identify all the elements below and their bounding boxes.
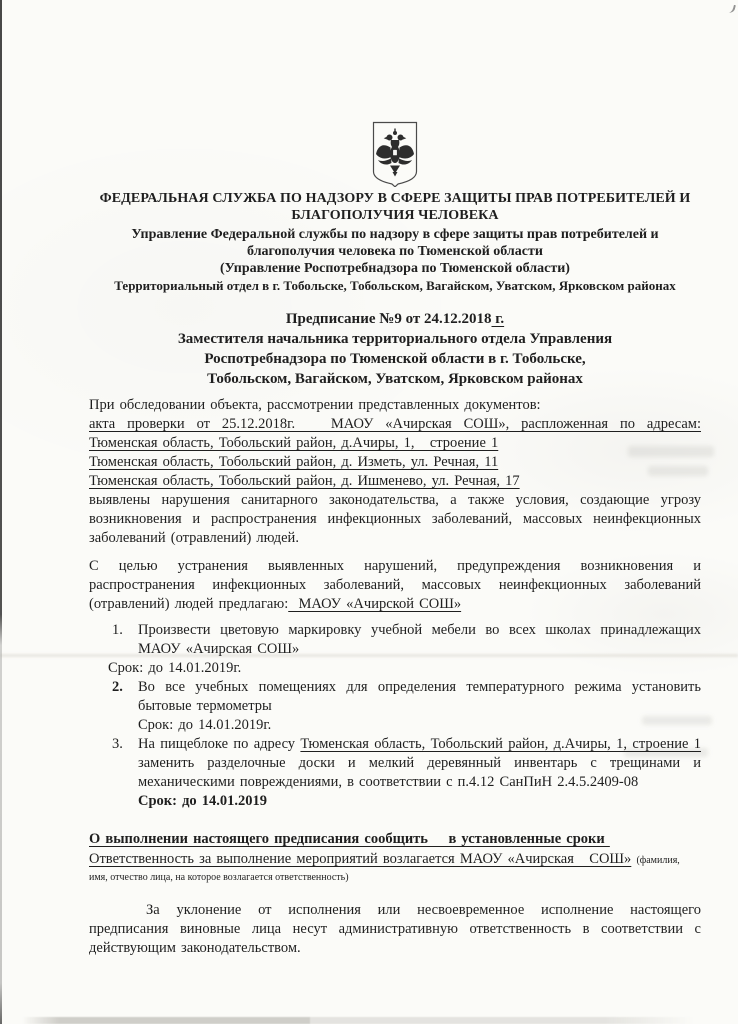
header-department-line1: Управление Федеральной службы по надзору в сфере защиты прав потребителей и: [131, 227, 659, 242]
header-department: [118, 226, 673, 260]
order-number-2: 2.: [112, 679, 123, 695]
header-agency-name: [89, 190, 701, 224]
responsibility-text: Ответственность за выполнение мероприятий возлагается МАОУ «Ачирская СОШ»: [89, 851, 632, 867]
header-department-line2: благополучия человека по Тюменской области: [247, 244, 543, 259]
scan-corner-mark: [725, 3, 736, 14]
violations-paragraph: выявлены нарушения санитарного законодательства, а также условия, создающие угрозу возникновения и распространения инфекционных заболеваний, массовых неинфекционных заболеваний (отравлений) людей.: [89, 492, 701, 546]
issuer-line-2: Роспотребнадзора по Тюменской области в г. Тобольске,: [204, 351, 586, 367]
header-agency-name-line1: ФЕДЕРАЛЬНАЯ СЛУЖБА ПО НАДЗОРУ В СФЕРЕ ЗАЩИТЫ ПРАВ ПОТРЕБИТЕЛЕЙ И: [99, 191, 691, 206]
order-text-3-address: Тюменская область, Тобольский район, д.Ачиры, 1, строение 1: [300, 736, 701, 752]
orders-list: [89, 621, 701, 811]
purpose-paragraph: [89, 557, 701, 614]
order-item-2: [89, 678, 701, 735]
scan-edge-left: [0, 0, 2, 1024]
order-item-3: [89, 735, 701, 811]
address-line-2: Тюменская область, Тобольский район, д. Изметь, ул. Речная, 11: [89, 454, 499, 470]
order-text-2: Во все учебных помещениях для определения температурного режима установить бытовые термометры: [138, 679, 701, 714]
report-instruction: О выполнении настоящего предписания сообщить в установленные сроки: [89, 831, 610, 847]
document-title: [89, 309, 701, 329]
russia-coat-of-arms-icon: [370, 121, 420, 187]
coat-of-arms: [89, 0, 701, 185]
order-text-3-suffix: заменить разделочные доски и мелкий деревянный инвентарь с трещинами и механическими повреждениями, в соответствии с п.4.12 СанПиН 2.4.5.2409-08: [138, 755, 701, 790]
order-text-3-prefix: На пищеблоке по адресу: [138, 736, 301, 752]
order-number-3: 3.: [112, 736, 123, 752]
order-number-1: 1.: [112, 622, 123, 638]
order-text-3: [138, 735, 701, 792]
scan-edge-bottom: [0, 1017, 738, 1024]
order-deadline-1: Срок: до 14.01.2019г.: [108, 660, 242, 676]
document-title-block: [89, 309, 701, 389]
header-department-short: (Управление Роспотребнадзора по Тюменской области): [220, 261, 570, 276]
order-deadline-3: Срок: до 14.01.2019: [138, 793, 268, 809]
responsibility-line: [89, 850, 701, 870]
order-text-1: Произвести цветовую маркировку учебной мебели во всех школах принадлежащих МАОУ «Ачирская СОШ»: [138, 622, 701, 657]
address-line-1: Тюменская область, Тобольский район, д.Ачиры, 1, строение 1: [89, 435, 499, 451]
purpose-target: МАОУ «Ачирской СОШ»: [288, 596, 462, 612]
act-reference-line: акта проверки от 25.12.2018г. МАОУ «Ачирская СОШ», распложенная по адресам:: [89, 416, 701, 432]
intro-paragraph: При обследовании объекта, рассмотрении представленных документов:: [89, 397, 541, 413]
header-territorial-unit: Территориальный отдел в г. Тобольске, Тобольском, Вагайском, Уватском, Ярковском районах: [114, 278, 676, 293]
document-number-suffix: г.: [491, 311, 505, 327]
issuer-line-1: Заместителя начальника территориального отдела Управления: [177, 331, 613, 347]
issuer-line-3: Тобольском, Вагайском, Уватском, Ярковском районах: [207, 371, 583, 387]
responsibility-note-start: (фамилия,: [636, 855, 680, 866]
header-agency-name-line2: БЛАГОПОЛУЧИЯ ЧЕЛОВЕКА: [291, 208, 499, 223]
order-deadline-2: Срок: до 14.01.2019г.: [138, 717, 272, 733]
document-content: [89, 0, 701, 958]
order-item-1: [89, 621, 701, 659]
liability-paragraph: За уклонение от исполнения или несвоевременное исполнение настоящего предписания виновные лица несут административную ответственность в соответствии с действующим законодательством.: [89, 902, 701, 956]
purpose-text: С целью устранения выявленных нарушений, предупреждения возникновения и распространения инфекционных заболеваний, массовых неинфекционных заболеваний (отравлений) людей предлагаю:: [89, 558, 701, 612]
address-line-3: Тюменская область, Тобольский район, д. Ишменево, ул. Речная, 17: [89, 473, 520, 489]
responsibility-note: имя, отчество лица, на которое возлагается ответственность): [89, 872, 349, 883]
document-number: Предписание №9 от 24.12.2018: [285, 311, 492, 327]
